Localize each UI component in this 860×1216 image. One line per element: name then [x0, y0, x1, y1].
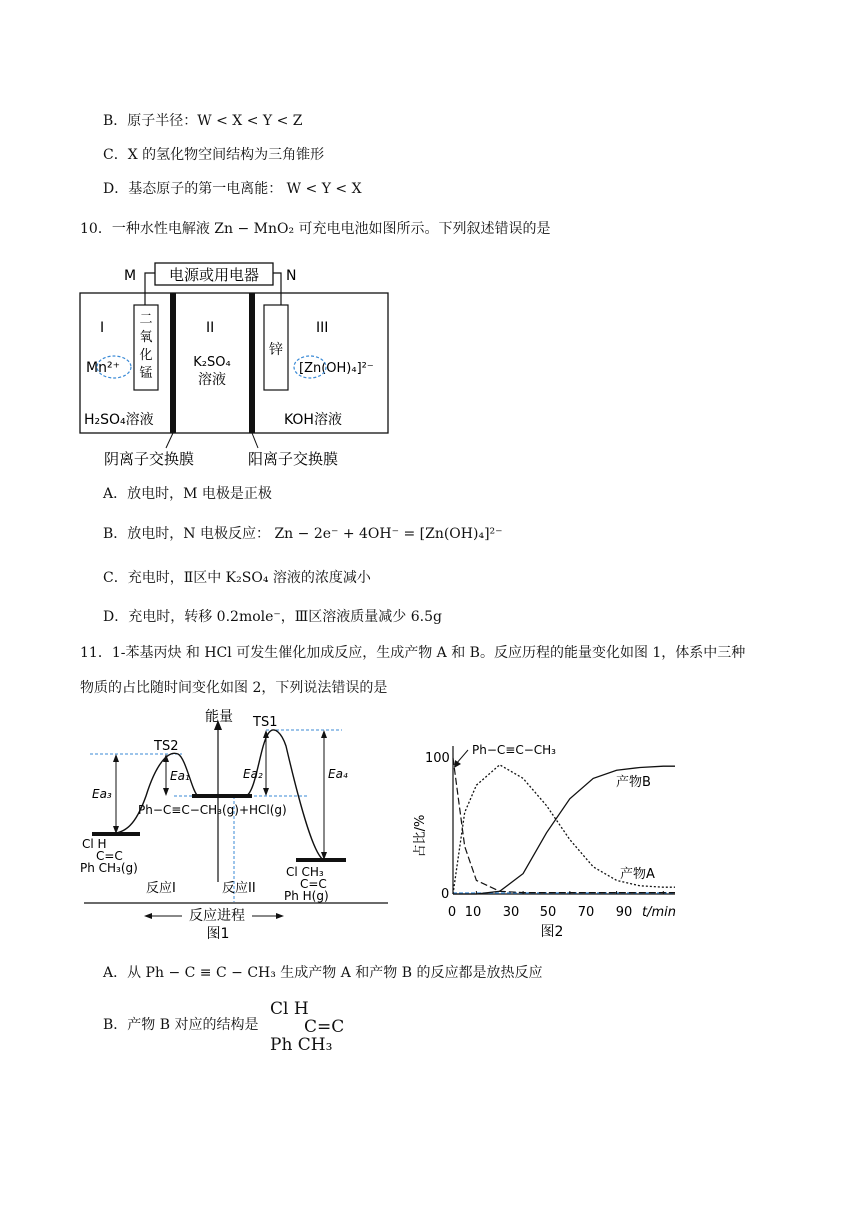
- q10-option-c: C．充电时，Ⅱ区中 K₂SO₄ 溶液的浓度减小: [103, 570, 371, 586]
- x-tick-0: 0: [447, 905, 457, 920]
- svg-text:II: II: [206, 320, 215, 336]
- svg-text:反应进程: 反应进程: [189, 908, 245, 924]
- power-label: 电源或用电器: [168, 266, 260, 284]
- product-b-structure: Cl H C=C Ph CH₃: [270, 999, 345, 1055]
- cation-membrane-label: 阳离子交换膜: [248, 450, 339, 468]
- x-tick-10: 10: [464, 905, 482, 920]
- q10-option-a: A．放电时，M 电极是正极: [103, 486, 272, 502]
- battery-diagram: [78, 260, 398, 475]
- q11-stem-2: 物质的占比随时间变化如图 2，下列说法错误的是: [80, 680, 388, 696]
- anion-membrane: [170, 293, 176, 433]
- chart-y-label: 占比/%: [413, 814, 428, 858]
- x-tick-30: 30: [502, 905, 520, 920]
- y-tick-0: 0: [441, 887, 450, 902]
- svg-text:Ea₁: Ea₁: [170, 769, 190, 783]
- svg-text:H₂SO₄溶液: H₂SO₄溶液: [84, 412, 154, 428]
- label-product-a: 产物A: [620, 867, 655, 882]
- svg-text:C=C: C=C: [96, 849, 123, 863]
- energy-profile-figure: [78, 706, 398, 948]
- svg-text:Cl H: Cl H: [82, 837, 107, 851]
- svg-text:III: III: [316, 320, 329, 336]
- svg-text:锰: 锰: [139, 366, 153, 381]
- svg-text:C=C: C=C: [300, 877, 327, 891]
- q11-option-b: B．产物 B 对应的结构是: [103, 1017, 259, 1033]
- anion-membrane-label: 阴离子交换膜: [104, 450, 195, 468]
- svg-text:反应II: 反应II: [222, 881, 256, 896]
- svg-text:化: 化: [139, 348, 153, 363]
- svg-text:Ea₄: Ea₄: [328, 767, 348, 781]
- svg-text:TS1: TS1: [253, 715, 278, 730]
- svg-text:溶液: 溶液: [198, 372, 226, 388]
- ion-mn: Mn²⁺: [86, 360, 120, 376]
- x-tick-50: 50: [539, 905, 557, 920]
- y-tick-100: 100: [425, 751, 450, 766]
- svg-text:K₂SO₄: K₂SO₄: [193, 355, 231, 370]
- q10-option-d: D．充电时，转移 0.2mole⁻，Ⅲ区溶液质量减少 6.5g: [103, 609, 442, 625]
- svg-text:TS2: TS2: [154, 739, 179, 754]
- q10-stem: 10．一种水性电解液 Zn − MnO₂ 可充电电池如图所示。下列叙述错误的是: [80, 221, 551, 237]
- svg-text:图1: 图1: [206, 926, 230, 942]
- ion-zn: [Zn(OH)₄]²⁻: [299, 361, 374, 376]
- svg-text:Ph CH₃(g): Ph CH₃(g): [80, 861, 138, 875]
- label-product-b: 产物B: [616, 775, 651, 790]
- electrode-m-label: M: [124, 268, 137, 284]
- svg-text:Cl CH₃: Cl CH₃: [286, 865, 324, 879]
- q9-option-b: B．原子半径：W < X < Y < Z: [103, 113, 303, 129]
- q9-option-d: D．基态原子的第一电离能： W < Y < X: [103, 181, 362, 197]
- svg-text:KOH溶液: KOH溶液: [284, 412, 342, 428]
- electrode-n-label: N: [286, 268, 297, 284]
- svg-text:反应I: 反应I: [146, 881, 176, 896]
- svg-text:锌: 锌: [269, 342, 283, 358]
- cation-membrane: [249, 293, 255, 433]
- svg-text:Ph−C≡C−CH₃(g)+HCl(g): Ph−C≡C−CH₃(g)+HCl(g): [138, 803, 287, 817]
- x-tick-70: 70: [577, 905, 595, 920]
- svg-text:氧: 氧: [139, 330, 153, 345]
- svg-text:Ea₂: Ea₂: [243, 767, 263, 781]
- x-tick-90: 90: [615, 905, 633, 920]
- q10-option-b: B．放电时，N 电极反应： Zn − 2e⁻ + 4OH⁻ = [Zn(OH)₄]²⁻: [103, 526, 503, 542]
- svg-text:I: I: [100, 320, 105, 336]
- fig2-caption: 图2: [540, 924, 564, 940]
- svg-text:二: 二: [139, 312, 153, 327]
- fraction-time-chart: [410, 706, 710, 944]
- q9-option-c: C．X 的氢化物空间结构为三角锥形: [103, 147, 325, 163]
- q11-stem-1: 11．1-苯基丙炔 和 HCl 可发生催化加成反应，生成产物 A 和 B。反应历程的能量变化如图 1，体系中三种: [80, 645, 746, 661]
- q11-option-a: A．从 Ph − C ≡ C − CH₃ 生成产物 A 和产物 B 的反应都是放热反应: [103, 965, 543, 981]
- svg-text:能量: 能量: [205, 709, 233, 725]
- label-reactant: Ph−C≡C−CH₃: [472, 743, 556, 757]
- svg-text:Ea₃: Ea₃: [92, 787, 112, 801]
- x-axis-label: t/min: [642, 905, 676, 920]
- svg-text:Ph H(g): Ph H(g): [284, 889, 329, 903]
